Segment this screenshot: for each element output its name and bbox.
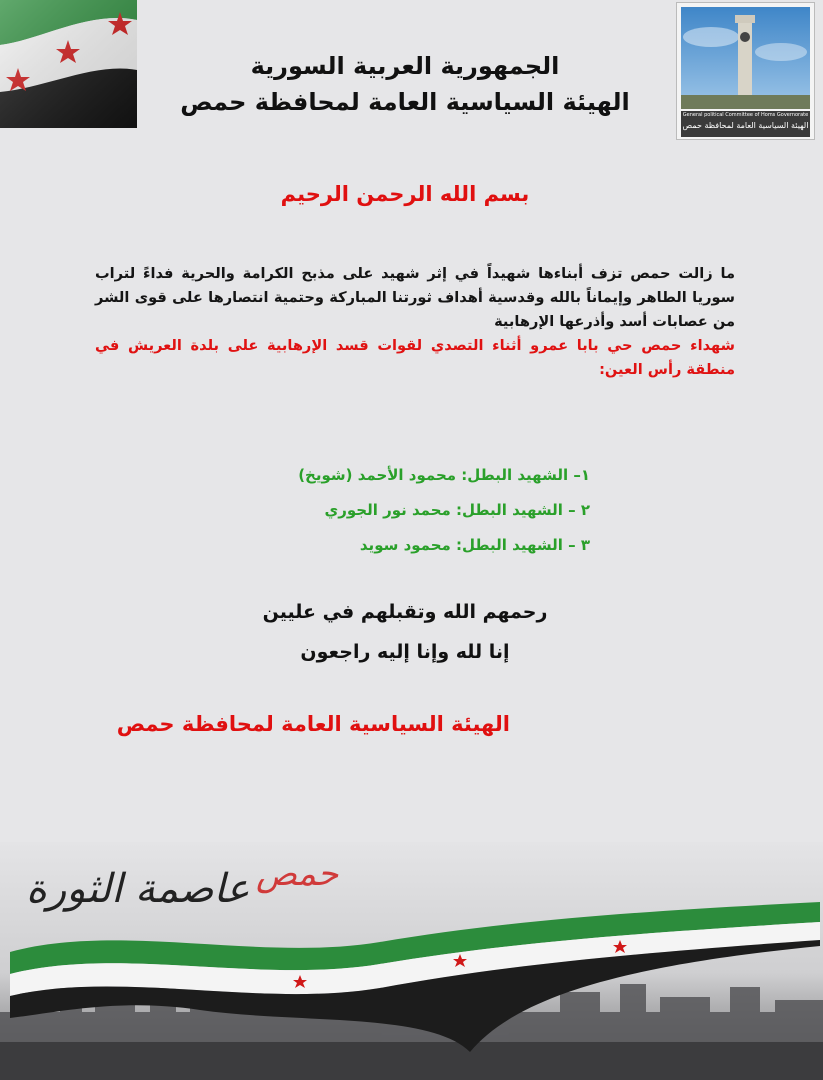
basmala: بسم الله الرحمن الرحيم <box>280 182 530 206</box>
homs-committee-logo <box>676 2 815 140</box>
syrian-revolution-flag <box>0 0 137 128</box>
document-header <box>150 48 660 120</box>
intro-paragraph: ما زالت حمص تزف أبناءها شهيداً في إثر شهيد على مذبح الكرامة والحرية فداءً لتراب سوريا الطاهر وإيماناً بالله وقدسية أهداف ثورتنا المباركة وحتمية انتصارها على قوى الشر من عصابات أسد وأذرعها الإرهابية <box>95 265 735 330</box>
logo-sky <box>681 7 810 109</box>
banner-caption: عاصمة الثورة <box>26 866 250 912</box>
list-item: ١– الشهيد البطل: محمود الأحمد (شويخ) <box>298 466 590 484</box>
closing-line-return: إنا لله وإنا إليه راجعون <box>300 641 510 663</box>
martyrs-heading: شهداء حمص حي بابا عمرو أثناء التصدي لقوات قسد الإرهابية على بلدة العريش في منطقة رأس العين: <box>95 337 735 378</box>
logo-caption <box>681 111 810 137</box>
clock-tower-icon <box>681 7 810 109</box>
bottom-banner <box>0 842 823 1080</box>
header-line-committee: الهيئة السياسية العامة لمحافظة حمص <box>180 88 630 116</box>
closing-prayer <box>200 592 610 672</box>
header-line-republic: الجمهورية العربية السورية <box>250 52 560 80</box>
signature: الهيئة السياسية العامة لمحافظة حمص <box>116 712 510 736</box>
logo-caption-en: General political Committee of Homs Governorate <box>682 112 809 118</box>
logo-caption-ar: الهيئة السياسية العامة لمحافظة حمص <box>682 121 809 130</box>
obituary-body <box>95 262 735 382</box>
banner-city-name: حمص <box>256 854 339 894</box>
list-item: ٢ – الشهيد البطل: محمد نور الجوري <box>324 501 590 519</box>
list-item: ٣ – الشهيد البطل: محمود سويد <box>359 536 590 554</box>
martyrs-list <box>220 458 590 563</box>
closing-line-mercy: رحمهم الله وتقبلهم في عليين <box>262 601 548 623</box>
